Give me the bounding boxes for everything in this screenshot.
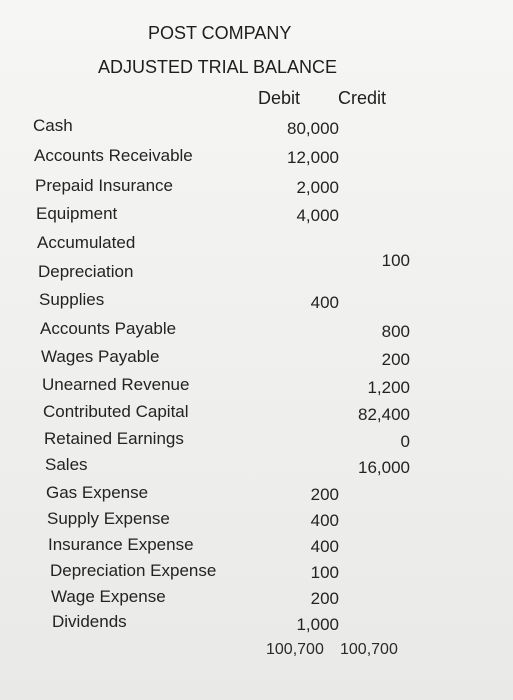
account-label: Sales bbox=[45, 455, 88, 474]
account-label: Wage Expense bbox=[51, 587, 166, 606]
credit-amount: 16,000 bbox=[358, 458, 410, 477]
credit-column-header: Credit bbox=[338, 88, 387, 108]
credit-amount: 0 bbox=[400, 432, 410, 451]
credit-amount: 200 bbox=[381, 350, 410, 369]
debit-amount: 400 bbox=[310, 293, 339, 312]
debit-amount: 100 bbox=[310, 563, 339, 582]
debit-amount: 4,000 bbox=[296, 206, 339, 225]
company-name: POST COMPANY bbox=[148, 23, 292, 43]
account-label: Dividends bbox=[52, 612, 127, 631]
debit-amount: 200 bbox=[310, 485, 339, 504]
debit-amount: 400 bbox=[310, 511, 339, 530]
account-label: Wages Payable bbox=[41, 347, 160, 366]
total-credit: 100,700 bbox=[340, 641, 398, 658]
credit-amount: 82,400 bbox=[358, 405, 410, 424]
debit-amount: 200 bbox=[310, 589, 339, 608]
account-label: Depreciation bbox=[38, 262, 134, 281]
account-label: Accounts Receivable bbox=[34, 146, 193, 165]
account-label: Insurance Expense bbox=[48, 535, 194, 554]
account-label: Accumulated bbox=[37, 233, 136, 252]
debit-amount: 12,000 bbox=[287, 148, 339, 167]
debit-amount: 80,000 bbox=[287, 119, 339, 138]
account-label: Gas Expense bbox=[46, 483, 149, 502]
account-label: Prepaid Insurance bbox=[35, 176, 173, 195]
account-label: Unearned Revenue bbox=[42, 375, 190, 394]
report-title: ADJUSTED TRIAL BALANCE bbox=[98, 57, 338, 77]
account-label: Supplies bbox=[39, 290, 105, 309]
account-label: Supply Expense bbox=[47, 509, 170, 528]
debit-amount: 2,000 bbox=[296, 178, 339, 197]
account-label: Depreciation Expense bbox=[50, 561, 217, 580]
account-label: Contributed Capital bbox=[43, 402, 189, 421]
credit-amount: 100 bbox=[381, 251, 410, 270]
credit-amount: 800 bbox=[381, 322, 410, 341]
debit-amount: 400 bbox=[310, 537, 339, 556]
account-label: Accounts Payable bbox=[40, 319, 177, 338]
total-debit: 100,700 bbox=[266, 641, 324, 658]
debit-amount: 1,000 bbox=[296, 615, 339, 634]
account-label: Retained Earnings bbox=[44, 429, 184, 448]
account-label: Cash bbox=[33, 116, 73, 135]
credit-amount: 1,200 bbox=[367, 378, 410, 397]
debit-column-header: Debit bbox=[258, 88, 301, 108]
account-label: Equipment bbox=[36, 204, 118, 223]
